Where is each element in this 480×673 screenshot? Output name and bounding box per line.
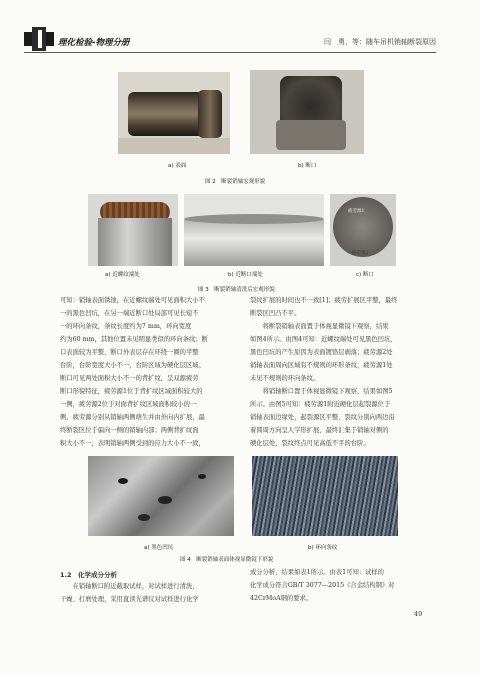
fig3-sub-c: c) 断口 — [356, 272, 374, 278]
section-right-text — [250, 566, 428, 605]
text-line: 一侧，疲劳源2位于对面背扩纹区域面积较小的一 — [60, 401, 197, 408]
text-line: 未见不规则的环向条纹。 — [250, 375, 320, 382]
text-line: 化学成分符合GB/T 3077—2015《合金结构钢》对 — [250, 582, 395, 589]
text-line: 裂纹扩展的时间也不一致[1]；疲劳扩展区平整，最终 — [250, 297, 398, 304]
text-line: 销轴表面周向区域有不规则的环形条纹，疲劳源1处 — [250, 362, 393, 369]
text-line: 将销轴断口置于体视显微镜下观察，结果如图5 — [250, 388, 393, 395]
text-line: 硬化层处，裂纹终点可见高低不平的台阶。 — [250, 440, 370, 447]
text-line: 所示。由图5可知：疲劳源1附近硬化层起裂源位于 — [250, 401, 391, 408]
fig3-caption: 图 3 断裂销轴清洗后宏观形貌 — [198, 287, 275, 293]
fig4-sub-b: b) 环向条纹 — [308, 545, 338, 551]
text-line: 断口形貌特征，疲劳源1位于背扩纹区域面积较大的 — [60, 388, 203, 395]
text-line: 约为60 mm，其他位置未见明显类似的环向条纹；断 — [60, 336, 208, 343]
text-line: 台阶，台阶宽度大小不一，台阶区域为硬化层区域； — [60, 362, 205, 369]
fig2-sub-a: a) 表面 — [168, 163, 187, 169]
text-line: 着圆周方向呈人字形扩展，最终汇集于销轴对侧的 — [250, 427, 389, 434]
text-line: 口表面较为平整，断口外表层存在环绕一圈的平整 — [60, 349, 199, 356]
text-line: 将断裂销轴表面置于体视显微镜下观察，结果 — [250, 323, 389, 330]
header-rule — [24, 52, 436, 53]
fig2-photo-surface — [118, 72, 230, 154]
section-heading: 1.2 化学成分分析 — [60, 571, 118, 579]
fig3-fatigue-source-1: 疲劳源1 — [348, 209, 365, 214]
section-left-text — [60, 580, 238, 606]
fig2-caption: 图 2 断裂销轴宏观形貌 — [205, 179, 266, 185]
text-line: 42CrMoA钢的要求。 — [250, 595, 313, 602]
fig2-sub-b: b) 断口 — [298, 163, 317, 169]
text-line: 黑色凹坑的产生原因为表面镀铬层剥落；疲劳源2处 — [250, 349, 393, 356]
left-column-text — [60, 294, 238, 450]
fig3-photo-fracture-face — [330, 194, 396, 266]
fig3-photo-thread-end — [88, 194, 178, 266]
fig4-sub-a: a) 黑色凹坑 — [144, 545, 174, 551]
fig3-fatigue-source-2: 疲劳源2 — [352, 251, 369, 256]
fig3-sub-a: a) 近螺纹端处 — [105, 272, 140, 278]
right-column-text — [250, 294, 428, 450]
text-line: 如图4所示。由图4可知：近螺纹端处可见黑色凹坑， — [250, 336, 397, 343]
fig4-photo-black-pits — [88, 456, 234, 536]
page-number: 49 — [414, 610, 423, 618]
text-line: 干燥、打磨处理，采用直读光谱仪对试样进行化学 — [60, 596, 199, 603]
text-line: 断裂区凹凸不平。 — [250, 310, 301, 317]
text-line: 终断裂区位于偏向一侧的销轴内部；两侧背扩纹面 — [60, 427, 199, 434]
journal-name: 理化检验-物理分册 — [58, 38, 130, 48]
fig4-photo-ring-striations — [252, 456, 398, 536]
text-line: 一的环向条纹，条纹长度约为7 mm，环向宽度 — [60, 323, 192, 330]
fig3-sub-b: b) 近断口端处 — [228, 272, 263, 278]
text-line: 积大小不一，表明销轴两侧受到的应力大小不一致， — [60, 440, 205, 447]
text-line: 侧，疲劳源分别从销轴两侧萌生并由外向内扩展，最 — [60, 414, 205, 421]
text-line: 一的黑色凹坑，在另一端近断口处局部可见长短不 — [60, 310, 199, 317]
text-line: 断口可见两处面积大小不一的背扩纹，呈双源疲劳 — [60, 375, 199, 382]
text-line: 销轴表面边缘处，起裂源区平整，裂纹分别向两边沿 — [250, 414, 395, 421]
fig2-photo-fracture — [250, 70, 364, 154]
text-line: 成分分析，结果如表1所示。由表1可知：试样的 — [250, 569, 384, 576]
fig3-photo-fracture-end — [184, 194, 324, 266]
text-line: 在销轴断口附近截取试样，对试样进行清洗、 — [60, 583, 199, 590]
running-head: 闫 勇，等：随车吊机销轴断裂原因 — [324, 38, 436, 46]
fig4-caption: 图 4 断裂销轴表面体视显微镜下形貌 — [180, 557, 274, 563]
text-line: 可知：销轴表面锈蚀，在近螺纹端处可见面积大小不 — [60, 297, 205, 304]
